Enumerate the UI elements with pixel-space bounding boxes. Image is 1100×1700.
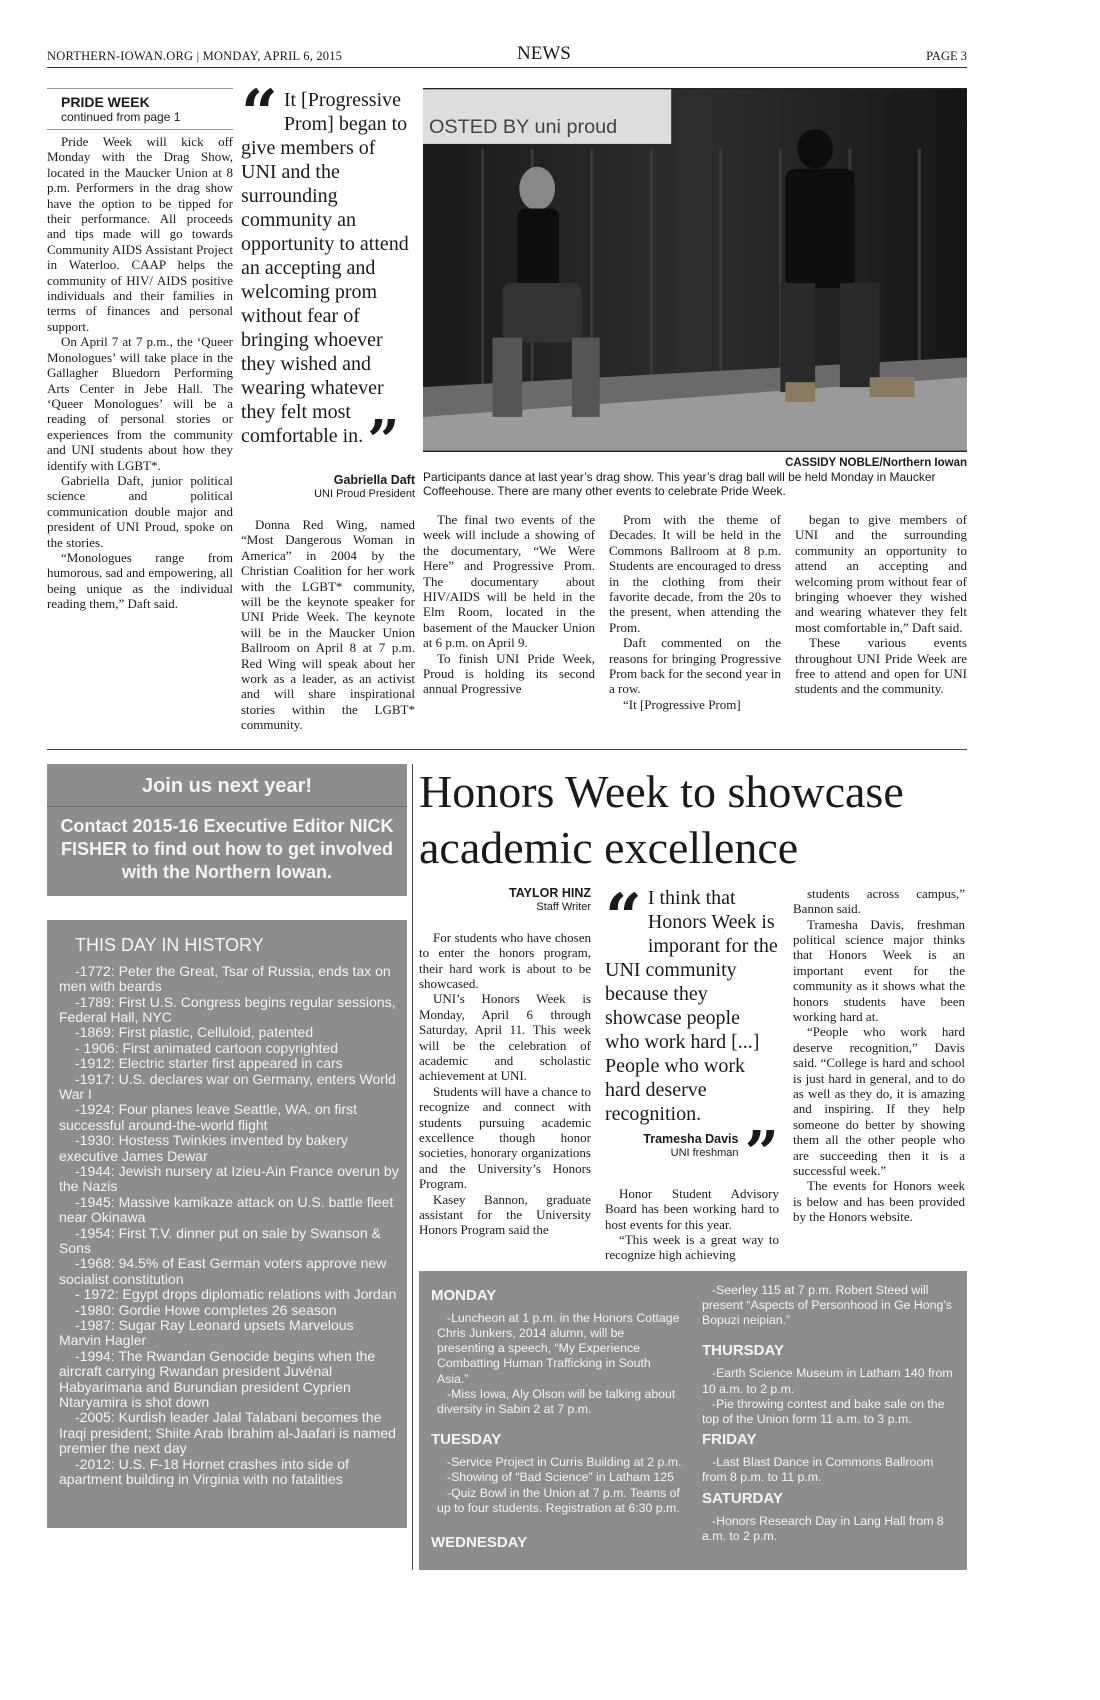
pride-column-3 [423,512,595,712]
pull-quote-wrap [241,76,415,474]
day-saturday: SATURDAY [702,1489,783,1507]
day-wednesday: WEDNESDAY [431,1533,528,1551]
page-number: PAGE 3 [926,49,967,63]
paragraph: -Last Blast Dance in Commons Ballroom from 8 p.m. to 11 p.m. [702,1455,934,1485]
day-thursday: THURSDAY [702,1342,784,1360]
paragraph: UNI’s Honors Week is Monday, April 6 through Saturday, April 11. This week will be the celebration of academic and scholastic achievement at UNI. [419,991,591,1084]
pride-column-2 [241,517,415,733]
wednesday-events [702,1283,955,1329]
kicker-continued: continued from page 1 [61,110,181,124]
paragraph: -Luncheon at 1 p.m. in the Honors Cottage Chris Junkers, 2014 alumn, will be presenting a speech, “My Experience Combatting Human Trafficking in South Asia.” [437,1310,680,1386]
join-body: Contact 2015-16 Executive Editor NICK FISHER to find out how to get involved with the Northern Iowan. [60,815,394,882]
paragraph: -Miss Iowa, Aly Olson will be talking about diversity in Sabin 2 at 7 p.m. [437,1386,676,1416]
photo-caption-block [423,456,967,498]
paragraph: -1924: Four planes leave Seattle, WA. on first successful around-the-world flight [59,1101,357,1133]
paragraph: “Monologues range from humorous, sad and empowering, all being unique as the individual reading them,” Daft said. [47,549,233,612]
section-divider [47,749,967,750]
paragraph: Students will have a chance to recognize and connect with students pursuing academic excellence though honor societies, honorary organizations and the University’s Honors Program. [419,1083,591,1192]
honors-quote-text: I think that Honors Week is imporant for the UNI community because they showcase people who work hard [...] People who work hard deserve recognition. [605,886,778,1125]
kicker-title: PRIDE WEEK [61,94,150,110]
day-tuesday: TUESDAY [431,1431,502,1449]
close-quote-icon: ” [367,408,400,474]
join-title: Join us next year! [47,764,407,807]
day-monday: MONDAY [431,1286,497,1304]
pull-quote-text: It [Progressive Prom] began to give members of UNI and the surrounding community an opportunity to attend an accepting and welcoming prom without fear of bringing whoever they wished and wearing whatever they felt most comfortable in. [241,89,409,447]
paragraph: -1968: 94.5% of East German voters approve new socialist constitution [59,1255,387,1287]
pride-column-1 [47,134,233,612]
byline-title: Staff Writer [536,900,591,913]
history-title: THIS DAY IN HISTORY [75,934,264,955]
honors-col-1-wrap [419,886,591,1263]
quote-title: UNI Proud President [314,488,415,500]
paragraph: began to give members of UNI and the surrounding community an opportunity to attend an accepting and welcoming prom without fear of bringing whoever they wished and wearing whatever they felt most comfortable in,” Daft said. [795,512,967,635]
honors-article [419,764,967,1570]
honors-schedule-box [419,1271,967,1570]
paragraph: -1980: Gordie Howe completes 26 season [75,1301,337,1318]
honors-col-2-wrap [605,879,779,1263]
pride-column-4 [609,512,781,712]
paragraph: Tramesha Davis, freshman political science major thinks that Honors Week is an important event for the community as it shows what the honors students have been working hard at. [793,916,965,1024]
honors-quote-name: Tramesha Davis [643,1131,739,1146]
paragraph: - 1972: Egypt drops diplomatic relations with Jordan [75,1286,397,1303]
paragraph: Pride Week will kick off Monday with the Drag Show, located in the Maucker Union at 8 p.m. Performers in the drag show have the option to be tipped for their performance. All proceeds and tips made will go towards Community AIDS Assistant Project in Waterloo. CAAP helps the community of HIV/ AIDS positive individuals and their families in terms of finances and personal support. [47,134,233,334]
paragraph: -2005: Kurdish leader Jalal Talabani becomes the Iraqi president; Shiite Arab Ibrahim al-Jaafari is named premier the next day [59,1409,396,1457]
paragraph: -1987: Sugar Ray Leonard upsets Marvelous Marvin Hagler [59,1317,354,1349]
paragraph: -1930: Hostess Twinkies invented by bakery executive James Dewar [59,1132,348,1164]
paragraph: The final two events of the week will include a showing of the documentary, “We Were Here” and Progressive Prom. The documentary about HIV/AIDS will be held in the Elm Room, located in the basement of the Maucker Union at 6 p.m. on April 9. [423,512,595,651]
paragraph: “It [Progressive Prom] [623,696,741,712]
paragraph: -1944: Jewish nursery at Izieu-Ain France overun by the Nazis [59,1162,399,1195]
paragraph: -Quiz Bowl in the Union at 7 p.m. Teams of up to four students. Registration at 6:30 p.m. [437,1485,680,1515]
paragraph: -2012: U.S. F-18 Hornet crashes into side of apartment building in Virginia with no fatalities [59,1455,349,1488]
open-quote-icon: “ [605,879,642,955]
paragraph: students across campus,” Bannon said. [793,885,965,917]
honors-column-3 [793,886,965,1263]
paragraph: -1945: Massive kamikaze attack on U.S. battle fleet near Okinawa [59,1193,394,1226]
paragraph: Donna Red Wing, named “Most Dangerous Woman in America” in 2004 by the Christian Coalition for her work with the LGBT* community, will be the keynote speaker for UNI Pride Week. The keynote will be in the Maucker Union Ballroom on April 8 at 7 p.m. Red Wing will speak about her work as a leader, as an activist and will share inspirational stories within the LGBT* community. [241,517,415,733]
friday-events [702,1455,955,1485]
honors-pull-quote [605,879,779,1189]
paragraph: -Earth Science Museum in Latham 140 from 10 a.m. to 2 p.m. [702,1366,953,1396]
left-sidebar [47,764,407,1528]
paragraph: -1772: Peter the Great, Tsar of Russia, ends tax on men with beards [59,962,391,995]
honors-byline [419,886,591,914]
paragraph: For students who have chosen to enter the honors program, their hard work is about to be showcased. [419,929,591,991]
join-us-ad [47,764,407,896]
paragraph: On April 7 at 7 p.m., the ‘Queer Monologues’ will take place in the Gallagher Bluedorn Performing Arts Center in Jebe Hall. The ‘Queer Monologues’ will be a reading of personal stories or experiences from the community and UNI students about how they identify with LGBT*. [47,334,233,473]
day-friday: FRIDAY [702,1431,757,1449]
paragraph: -Honors Research Day in Lang Hall from 8 a.m. to 2 p.m. [702,1513,944,1543]
honors-quote-attribution [643,1132,738,1160]
paragraph: Daft commented on the reasons for bringing Progressive Prom back for the second year in a row. [609,635,781,697]
drag-show-photo [423,88,967,452]
paragraph: Prom with the theme of Decades. It will be held in the Commons Ballroom at 8 p.m. Students are encouraged to dress in the clothing from their favorite decade, from the 20s to the present, when attending the Prom. [609,512,781,635]
tuesday-events [431,1455,684,1516]
paragraph: Gabriella Daft, junior political science and political communication double major and president of UNI Proud, spoke on the stories. [47,472,233,550]
paragraph: -1869: First plastic, Celluloid, patented [75,1024,314,1041]
paragraph: “People who work hard deserve recognition,” Davis said. “College is hard and school is just hard in general, and to do as well as they do, it is amazing and inspiring. If they help someone do better by showing them all the other people who are succeeding then it is a successful week.” [793,1024,965,1178]
paragraph: -1912: Electric starter first appeared in cars [75,1055,343,1072]
paragraph: Honor Student Advisory Board has been working hard to host events for this year. [605,1185,779,1232]
quote-name: Gabriella Daft [333,473,415,487]
lower-section [47,764,967,1570]
paragraph: -1954: First T.V. dinner put on sale by Swanson & Sons [59,1224,381,1256]
honors-column-2 [605,1186,779,1263]
honors-columns [419,879,967,1263]
paragraph: -1917: U.S. declares war on Germany, enters World War I [59,1070,396,1102]
saturday-events [702,1514,955,1544]
open-quote-icon: “ [241,76,278,151]
paragraph: “This week is a great way to recognize high achieving [605,1231,779,1263]
schedule-left [431,1283,684,1558]
pride-week-article [47,76,967,733]
pride-pull-quote [241,76,415,501]
byline-name: TAYLOR HINZ [509,885,591,900]
paragraph: These various events throughout UNI Pride Week are free to attend and open for UNI students and the community. [795,635,967,697]
paragraph: -Service Project in Curris Building at 2 p.m. [447,1455,682,1470]
paragraph: The events for Honors week is below and has been provided by the Honors website. [793,1178,965,1225]
photo-credit: CASSIDY NOBLE/Northern Iowan [785,457,967,469]
history-list [59,964,399,1488]
page-body [47,76,967,1570]
section-name: NEWS [517,43,571,64]
paragraph: - 1906: First animated cartoon copyrighted [75,1039,339,1056]
thursday-events [702,1366,955,1427]
paragraph: -Pie throwing contest and bake sale on the top of the Union form 11 a.m. to 3 p.m. [702,1396,945,1426]
photo-caption: Participants dance at last year’s drag show. This year’s drag ball will be held Monday in Maucker Coffeehouse. There are many other events to celebrate Pride Week. [423,470,936,498]
schedule-right [702,1283,955,1558]
paragraph: -Showing of “Bad Science” in Latham 125 [447,1470,674,1485]
pride-right-block [423,88,967,712]
page-header [47,43,967,68]
paragraph: -Seerley 115 at 7 p.m. Robert Steed will present “Aspects of Personhood in Ge Hong’s Bopuzi neipian.” [702,1282,952,1328]
quote-attribution [241,473,415,501]
close-quote-icon: ” [744,1118,779,1189]
column-divider [412,764,413,1570]
site-date: NORTHERN-IOWAN.ORG | MONDAY, APRIL 6, 2015 [47,49,343,63]
honors-column-1 [419,930,591,1238]
this-day-in-history-box [47,920,407,1528]
honors-headline: Honors Week to showcase academic excellence [419,765,904,873]
pride-middle-column [241,76,415,733]
photo-sign-text: OSTED BY uni proud [428,116,618,139]
pride-lower-columns [423,512,967,712]
honors-quote-title: UNI freshman [670,1146,739,1159]
paragraph: -1994: The Rwandan Genocide begins when the aircraft carrying Rwandan president Juvénal Habyarimana and Burundian president Cyprien Ntaryamira is shot down [59,1347,376,1411]
pride-kicker [47,88,233,130]
honors-quote-footer [605,1118,779,1189]
monday-events [431,1311,684,1417]
pride-left-column [47,88,233,612]
paragraph: Kasey Bannon, graduate assistant for the University Honors Program said the [419,1191,591,1238]
pride-column-5 [795,512,967,712]
paragraph: To finish UNI Pride Week, Proud is holding its second annual Progressive [423,650,595,697]
paragraph: -1789: First U.S. Congress begins regular sessions, Federal Hall, NYC [59,993,396,1025]
